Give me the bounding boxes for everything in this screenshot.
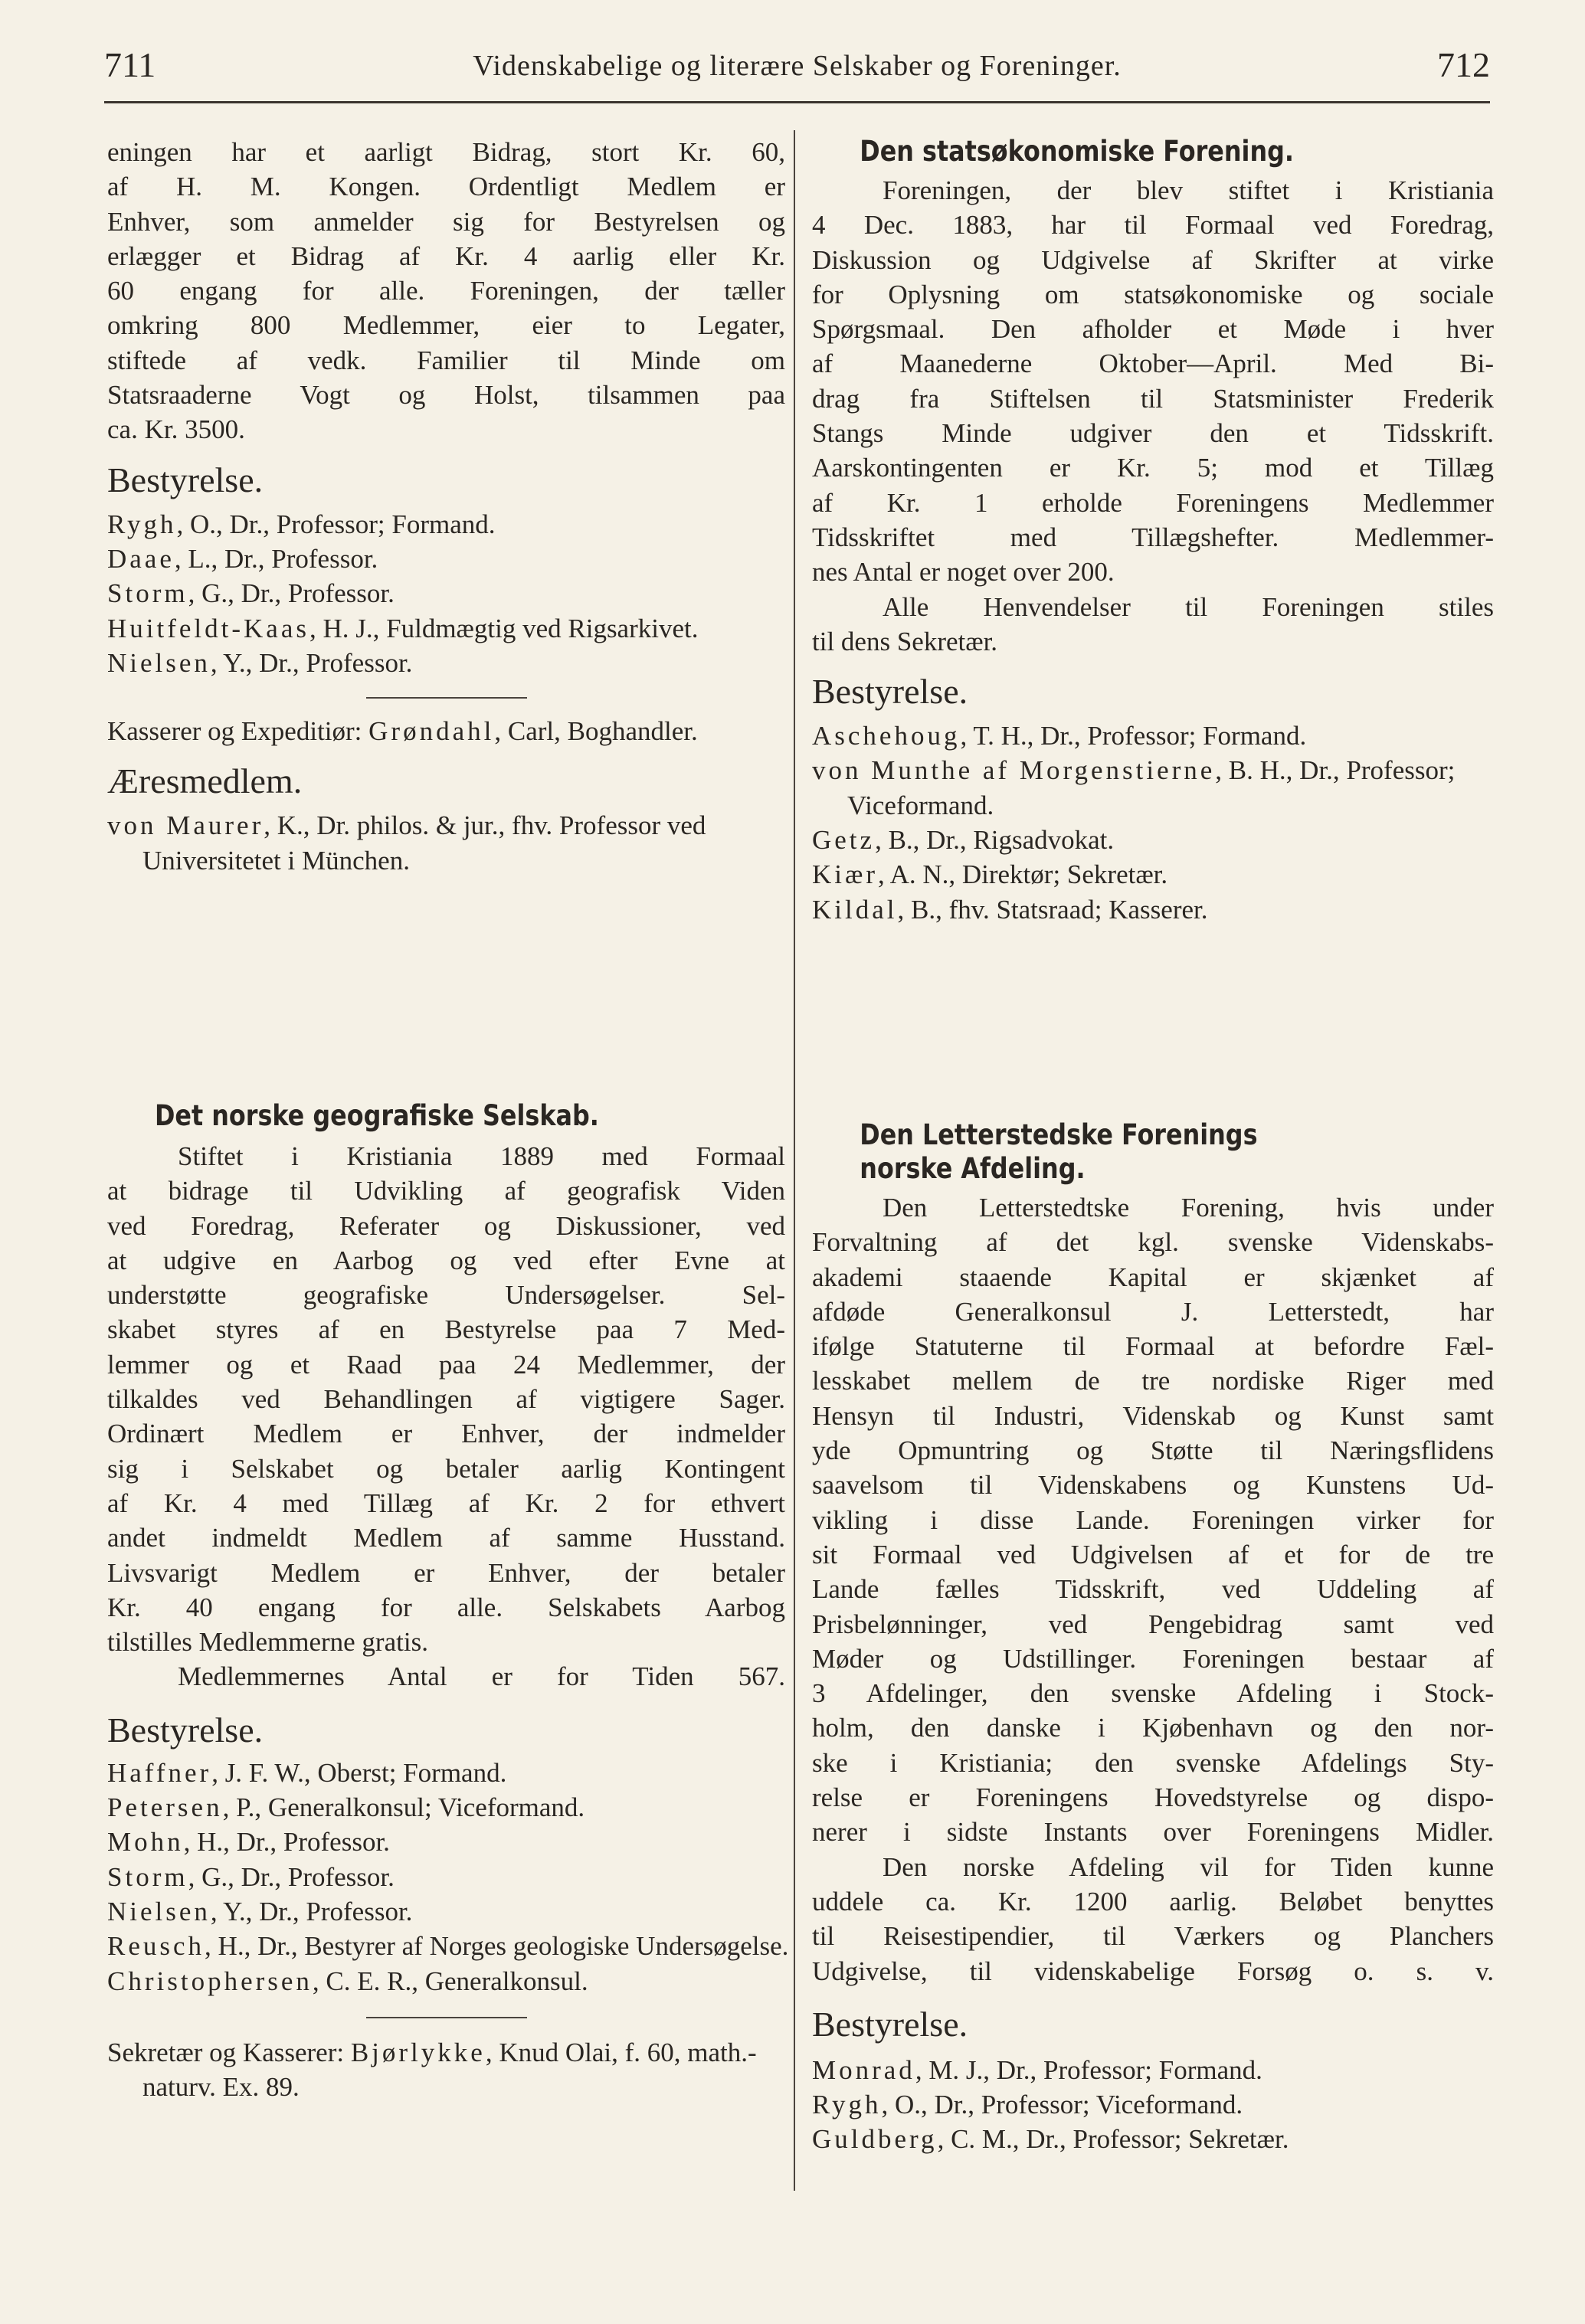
column-divider	[794, 130, 795, 2191]
text-line: lesskabet mellem de tre nordiske Riger med	[812, 1366, 1494, 1396]
text-line: erlægger et Bidrag af Kr. 4 aarlig eller Kr.	[107, 241, 785, 271]
board-member: Kiær, A. N., Direktør; Sekretær.	[812, 859, 1168, 890]
text-line: lemmer og et Raad paa 24 Medlemmer, der	[107, 1349, 785, 1380]
text-line: ifølge Statuterne til Formaal at befordre Fæl-	[812, 1331, 1494, 1362]
running-title: Videnskabelige og literære Selskaber og Foreninger.	[473, 50, 1122, 82]
text-line: Ordinært Medlem er Enhver, der indmelder	[107, 1419, 785, 1449]
board-member: Christophersen, C. E. R., Generalkonsul.	[107, 1966, 588, 1996]
text-line: Alle Henvendelser til Foreningen stiles	[883, 591, 1494, 622]
text-line: af Kr. 1 erholde Foreningens Medlemmer	[812, 487, 1494, 518]
board-member: Storm, G., Dr., Professor.	[107, 578, 395, 609]
text-line: vikling i disse Lande. Foreningen virker for	[812, 1504, 1494, 1535]
text-line: omkring 800 Medlemmer, eier to Legater,	[107, 310, 785, 341]
text-line: Tidsskriftet med Tillægshefter. Medlemmer-	[812, 522, 1494, 552]
text-line: holm, den danske i Kjøbenhavn og den nor-	[812, 1713, 1494, 1743]
page-number-right: 712	[1437, 45, 1490, 84]
board-member: Guldberg, C. M., Dr., Professor; Sekretær.	[812, 2124, 1289, 2155]
text-line: Kr. 40 engang for alle. Selskabets Aarbog	[107, 1592, 785, 1622]
text-line: Aarskontingenten er Kr. 5; mod et Tillæg	[812, 453, 1494, 483]
text-line: Spørgsmaal. Den afholder et Møde i hver	[812, 314, 1494, 345]
text-line: afdøde Generalkonsul J. Letterstedt, har	[812, 1296, 1494, 1327]
text-line: at bidrage til Udvikling af geografisk Viden	[107, 1176, 785, 1206]
board-list	[107, 1756, 789, 1998]
association-paragraph	[812, 173, 1494, 659]
secretary-line: Sekretær og Kasserer: Bjørlykke, Knud Olai, f. 60, math.-naturv. Ex. 89.	[107, 2037, 757, 2103]
text-line: sit Formaal ved Udgivelsen af et for de tre	[812, 1539, 1494, 1570]
text-line: Prisbelønninger, ved Pengebidrag samt ved	[812, 1609, 1494, 1639]
text-line: ved Foredrag, Referater og Diskussioner, ved	[107, 1210, 785, 1241]
section-rule	[366, 2017, 527, 2018]
text-line: Enhver, som anmelder sig for Bestyrelsen og	[107, 206, 785, 237]
text-line: til dens Sekretær.	[812, 626, 998, 656]
section-title: Den statsøkonomiske Forening.	[860, 135, 1294, 168]
text-line: Den norske Afdeling vil for Tiden kunne	[883, 1851, 1494, 1882]
text-line: 3 Afdelinger, den svenske Afdeling i Stock-	[812, 1678, 1494, 1709]
right-bottom-section	[812, 1118, 1494, 2157]
honorary-member: von Maurer, K., Dr. philos. & jur., fhv. Professor ved Universitetet i München.	[107, 810, 706, 876]
board-member: Huitfeldt-Kaas, H. J., Fuldmægtig ved Rigsarkivet.	[107, 613, 699, 643]
text-line: Udgivelse, til videnskabelige Forsøg o. s. v.	[812, 1956, 1494, 1986]
page-header	[104, 44, 1490, 90]
text-line: Stangs Minde udgiver den et Tidsskrift.	[812, 418, 1494, 449]
text-line: skabet styres af en Bestyrelse paa 7 Med-	[107, 1314, 785, 1345]
text-line: for Oplysning om statsøkonomiske og sociale	[812, 279, 1494, 309]
board-heading: Bestyrelse.	[107, 460, 264, 499]
text-line: Møder og Udstillinger. Foreningen bestaar af	[812, 1643, 1494, 1674]
section-rule	[366, 697, 527, 699]
text-line: Foreningen, der blev stiftet i Kristiania	[883, 175, 1494, 205]
text-line: uddele ca. Kr. 1200 aarlig. Beløbet benyttes	[812, 1886, 1494, 1916]
society-paragraph	[107, 1139, 785, 1694]
board-member: von Munthe af Morgenstierne, B. H., Dr., Professor; Viceformand.	[812, 755, 1456, 820]
text-line: at udgive en Aarbog og ved efter Evne at	[107, 1245, 785, 1275]
page-number-left: 711	[104, 45, 156, 84]
text-line: Hensyn til Industri, Videnskab og Kunst samt	[812, 1400, 1494, 1431]
board-member: Mohn, H., Dr., Professor.	[107, 1827, 390, 1858]
text-line: relse er Foreningens Hovedstyrelse og dispo-	[812, 1782, 1494, 1813]
board-heading: Bestyrelse.	[812, 672, 968, 712]
text-line: nerer i sidste Instants over Foreningens Midler.	[812, 1817, 1494, 1848]
board-list	[812, 2053, 1494, 2157]
board-member: Rygh, O., Dr., Professor; Formand.	[107, 509, 496, 539]
text-line: til Reisestipendier, til Værkers og Planchers	[812, 1921, 1494, 1952]
left-bottom-section	[107, 1099, 789, 2104]
board-member: Reusch, H., Dr., Bestyrer af Norges geologiske Undersøgelse.	[107, 1931, 789, 1962]
board-member: Aschehoug, T. H., Dr., Professor; Formand.	[812, 721, 1307, 751]
text-line: understøtte geografiske Undersøgelser. Sel-	[107, 1280, 785, 1311]
text-line: Lande fælles Tidsskrift, ved Uddeling af	[812, 1574, 1494, 1605]
text-line: Livsvarigt Medlem er Enhver, der betaler	[107, 1557, 785, 1588]
members-count-line: Medlemmernes Antal er for Tiden 567.	[178, 1661, 785, 1692]
text-line: ca. Kr. 3500.	[107, 414, 245, 445]
text-line: drag fra Stiftelsen til Statsminister Frederik	[812, 383, 1494, 414]
text-line: andet indmeldt Medlem af samme Husstand.	[107, 1523, 785, 1553]
text-line: saavelsom til Videnskabens og Kunstens Ud-	[812, 1470, 1494, 1501]
board-member: Daae, L., Dr., Professor.	[107, 543, 378, 574]
text-line: eningen har et aarligt Bidrag, stort Kr. 60,	[107, 137, 785, 167]
text-line: Diskussion og Udgivelse af Skrifter at virke	[812, 244, 1494, 275]
right-top-section	[812, 135, 1494, 927]
board-member: Kildal, B., fhv. Statsraad; Kasserer.	[812, 894, 1208, 925]
text-line: sig i Selskabet og betaler aarlig Kontingent	[107, 1453, 785, 1484]
text-line: stiftede af vedk. Familier til Minde om	[107, 345, 785, 375]
board-member: Storm, G., Dr., Professor.	[107, 1861, 395, 1892]
text-line: af Kr. 4 med Tillæg af Kr. 2 for ethvert	[107, 1488, 785, 1518]
text-line: 4 Dec. 1883, har til Formaal ved Foredrag,	[812, 210, 1494, 241]
board-member: Petersen, P., Generalkonsul; Viceformand.	[107, 1792, 585, 1823]
header-rule	[104, 101, 1490, 103]
board-member: Haffner, J. F. W., Oberst; Formand.	[107, 1757, 507, 1788]
text-line: ske i Kristiania; den svenske Afdelings Sty-	[812, 1747, 1494, 1778]
board-member: Monrad, M. J., Dr., Professor; Formand.	[812, 2054, 1262, 2085]
text-line: yde Opmuntring og Støtte til Næringsflidens	[812, 1435, 1494, 1466]
section-title: Det norske geografiske Selskab.	[154, 1099, 599, 1132]
text-line: Stiftet i Kristiania 1889 med Formaal	[178, 1141, 785, 1171]
text-line: Statsraaderne Vogt og Holst, tilsammen paa	[107, 380, 785, 411]
text-line: af Maanederne Oktober—April. Med Bi-	[812, 349, 1494, 379]
text-line: nes Antal er noget over 200.	[812, 557, 1115, 588]
text-line: akademi staaende Kapital er skjænket af	[812, 1262, 1494, 1292]
text-line: Den Letterstedtske Forening, hvis under	[883, 1193, 1494, 1223]
honorary-heading: Æresmedlem.	[107, 761, 303, 801]
board-member: Rygh, O., Dr., Professor; Viceformand.	[812, 2090, 1243, 2120]
board-member: Getz, B., Dr., Rigsadvokat.	[812, 825, 1115, 856]
board-list	[812, 718, 1494, 927]
section-title-line1: Den Letterstedske Forenings	[860, 1118, 1258, 1151]
board-heading: Bestyrelse.	[107, 1710, 264, 1750]
board-member: Nielsen, Y., Dr., Professor.	[107, 1896, 413, 1926]
board-heading: Bestyrelse.	[812, 2004, 968, 2044]
board-member: Nielsen, Y., Dr., Professor.	[107, 647, 413, 678]
text-line: 60 engang for alle. Foreningen, der tæller	[107, 276, 785, 306]
text-line: Forvaltning af det kgl. svenske Videnskabs-	[812, 1227, 1494, 1258]
section-title-line2: norske Afdeling.	[860, 1152, 1086, 1185]
intro-paragraph	[107, 135, 785, 447]
association-paragraph	[812, 1190, 1494, 1988]
cashier-line: Kasserer og Expeditiør: Grøndahl, Carl, Boghandler.	[107, 716, 698, 747]
board-list	[107, 507, 785, 680]
text-line: tilkaldes ved Behandlingen af vigtigere Sager.	[107, 1384, 785, 1415]
left-top-section	[107, 135, 785, 878]
text-line: af H. M. Kongen. Ordentligt Medlem er	[107, 172, 785, 202]
text-line: tilstilles Medlemmerne gratis.	[107, 1627, 428, 1658]
